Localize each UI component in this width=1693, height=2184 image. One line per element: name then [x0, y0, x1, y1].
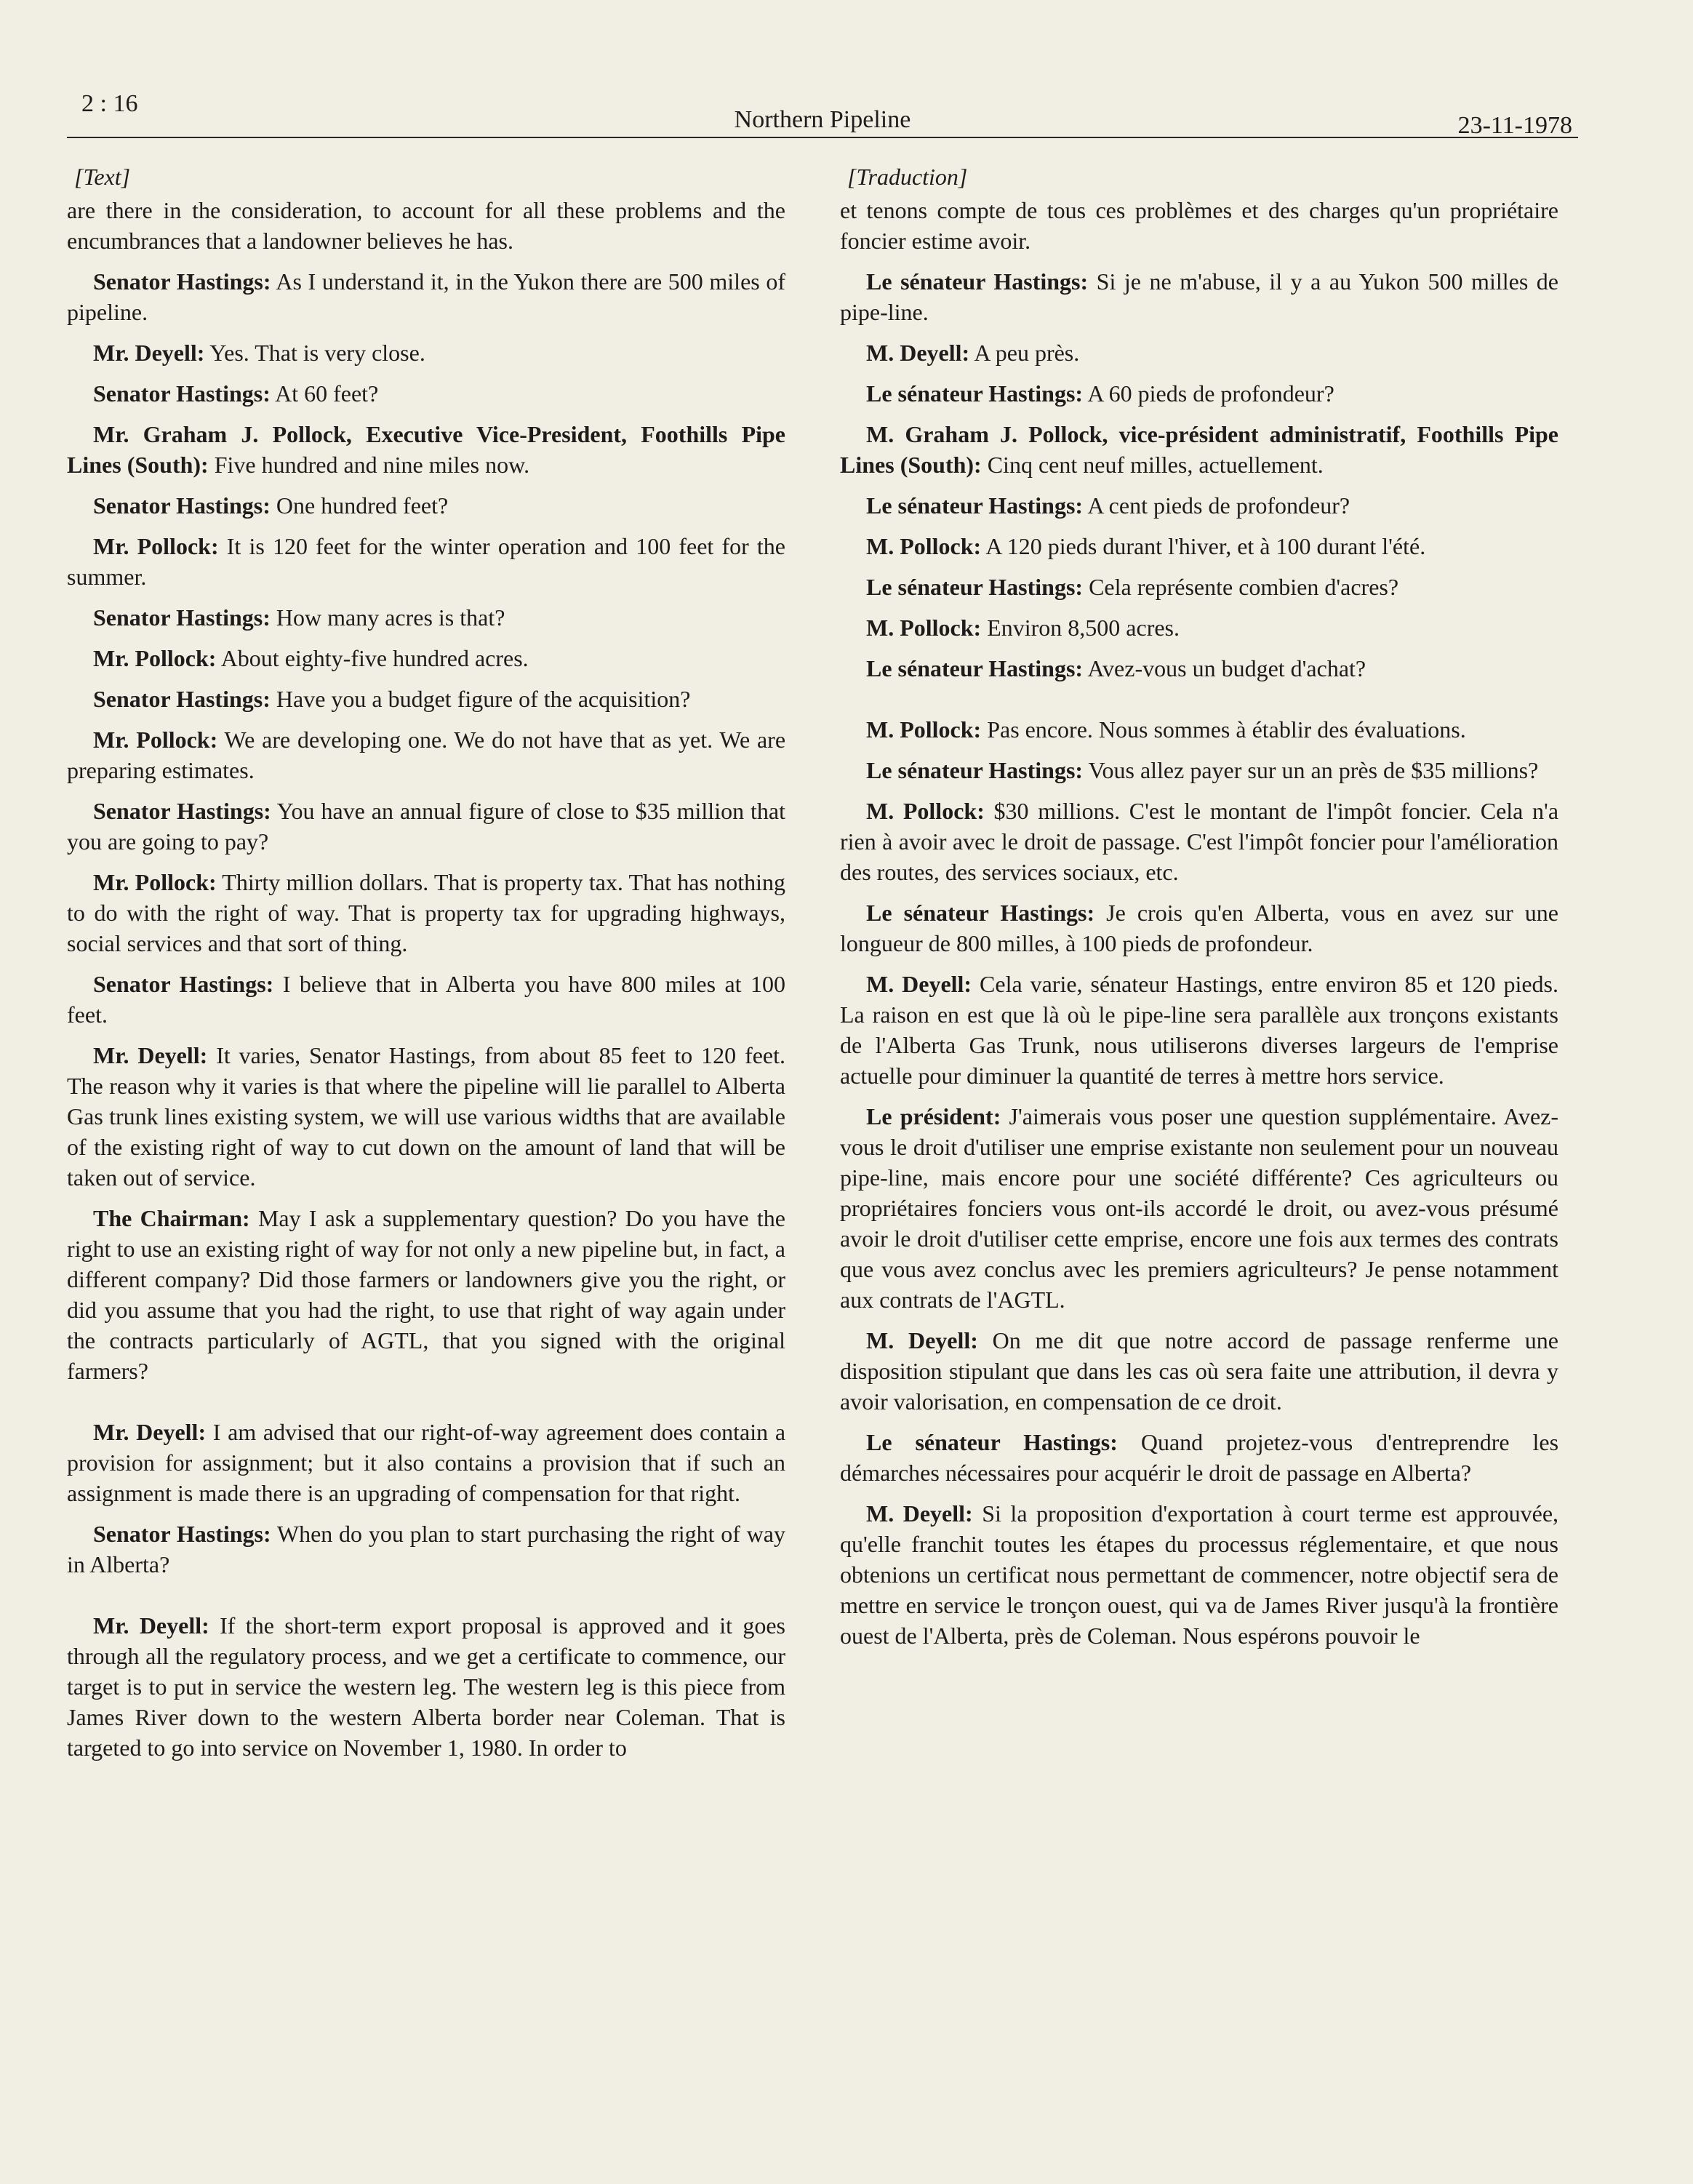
- transcript-paragraph: [67, 643, 785, 673]
- speech-text: Five hundred and nine miles now.: [214, 452, 530, 478]
- transcript-paragraph: [840, 337, 1558, 368]
- transcript-paragraph: [67, 195, 785, 256]
- speech-text: We are developing one. We do not have that as yet. We are preparing estimates.: [67, 727, 786, 783]
- speech-text: About eighty-five hundred acres.: [220, 645, 529, 671]
- transcript-paragraph: [840, 1427, 1558, 1488]
- speaker-name: Senator Hastings:: [93, 380, 271, 407]
- speaker-name: Le sénateur Hastings:: [866, 492, 1084, 519]
- column-tag: [Traduction]: [847, 164, 968, 190]
- speaker-name: Le sénateur Hastings:: [866, 574, 1084, 600]
- speech-text: If the short-term export proposal is approved and it goes through all the regulatory process, and we get a certificate to commence, our target is to put in service the western leg. The western leg is this piece from James River down to the western Alberta border near Coleman. That is targeted to go into service on November 1, 1980. In order to: [67, 1612, 786, 1761]
- speech-text: I am advised that our right-of-way agreement does contain a provision for assignment; but it also contains a provision that if such an assignment is made there is an upgrading of compensation for that right.: [67, 1419, 786, 1506]
- speaker-name: M. Graham J. Pollock, vice-président administratif, Foothills Pipe Lines (South):: [840, 421, 1558, 478]
- speaker-name: Mr. Deyell:: [93, 1612, 209, 1639]
- speaker-name: Mr. Pollock:: [93, 727, 218, 753]
- speech-text: Si la proposition d'exportation à court terme est approuvée, qu'elle franchit toutes les étapes du processus réglementaire, et que nous obtenions un certificat nous permettant de commencer, notre objectif sera de mettre en service le tronçon ouest, qui va de James River jusqu'à la frontière ouest de l'Alberta, près de Coleman. Nous espérons pouvoir le: [840, 1500, 1559, 1649]
- speaker-name: Senator Hastings:: [93, 1521, 271, 1547]
- transcript-paragraph: [67, 419, 785, 480]
- column-tag: [Text]: [74, 164, 131, 190]
- transcript-paragraph: [67, 684, 785, 714]
- speech-text: Quand projetez-vous d'entreprendre les démarches nécessaires pour acquérir le droit de passage en Alberta?: [840, 1429, 1559, 1486]
- speech-text: Cela varie, sénateur Hastings, entre environ 85 et 120 pieds. La raison en est que là où le pipe-line sera parallèle aux tronçons existants de l'Alberta Gas Trunk, nous utiliserons diverses largeurs de l'emprise actuelle pour diminuer la quantité de terres à mettre hors service.: [840, 971, 1559, 1089]
- transcript-paragraph: [67, 531, 785, 592]
- speech-text: A cent pieds de profondeur?: [1087, 492, 1350, 519]
- speech-text: Have you a budget figure of the acquisition?: [276, 686, 691, 712]
- speech-text: At 60 feet?: [275, 380, 379, 407]
- page-ref: 2 : 16: [81, 90, 138, 117]
- transcript-paragraph: [840, 419, 1558, 480]
- transcript-paragraph: [67, 378, 785, 409]
- speaker-name: M. Pollock:: [866, 615, 982, 641]
- french-paragraphs: [840, 195, 1558, 1651]
- speaker-name: M. Pollock:: [866, 716, 982, 743]
- transcript-paragraph: [840, 195, 1558, 256]
- transcript-paragraph: [840, 378, 1558, 409]
- speech-text: are there in the consideration, to account for all these problems and the encumbrances that a landowner believes he has.: [67, 197, 785, 254]
- speech-text: A 120 pieds durant l'hiver, et à 100 durant l'été.: [985, 533, 1426, 559]
- french-column: [840, 161, 1558, 1661]
- speech-text: Avez-vous un budget d'achat?: [1087, 655, 1366, 681]
- speech-text: Cinq cent neuf milles, actuellement.: [987, 452, 1324, 478]
- speech-text: Cela représente combien d'acres?: [1089, 574, 1399, 600]
- speech-text: As I understand it, in the Yukon there are 500 miles of pipeline.: [67, 268, 785, 325]
- transcript-paragraph: [840, 266, 1558, 327]
- speech-text: Yes. That is very close.: [209, 340, 425, 366]
- speaker-name: Le sénateur Hastings:: [866, 900, 1095, 926]
- english-paragraphs: [67, 195, 785, 1763]
- speaker-name: M. Pollock:: [866, 798, 985, 824]
- speaker-name: Le sénateur Hastings:: [866, 268, 1089, 295]
- speaker-name: Mr. Graham J. Pollock, Executive Vice-President, Foothills Pipe Lines (South):: [67, 421, 785, 478]
- transcript-paragraph: [67, 490, 785, 521]
- speaker-name: M. Deyell:: [866, 971, 972, 997]
- transcript-paragraph: [67, 266, 785, 327]
- speaker-name: Le sénateur Hastings:: [866, 655, 1084, 681]
- speech-text: I believe that in Alberta you have 800 miles at 100 feet.: [67, 971, 786, 1028]
- speaker-name: Mr. Deyell:: [93, 1419, 207, 1445]
- speech-text: When do you plan to start purchasing the right of way in Alberta?: [67, 1521, 786, 1577]
- speaker-name: M. Pollock:: [866, 533, 982, 559]
- speaker-name: Senator Hastings:: [93, 492, 271, 519]
- transcript-paragraph: [67, 1417, 785, 1508]
- transcript-paragraph: [840, 490, 1558, 521]
- speech-text: et tenons compte de tous ces problèmes et des charges qu'un propriétaire foncier estime avoir.: [840, 197, 1558, 254]
- speaker-name: Senator Hastings:: [93, 971, 274, 997]
- speaker-name: Mr. Pollock:: [93, 533, 219, 559]
- transcript-paragraph: [840, 969, 1558, 1091]
- speaker-name: Senator Hastings:: [93, 686, 271, 712]
- transcript-paragraph: [840, 653, 1558, 684]
- transcript-paragraph: [67, 724, 785, 785]
- transcript-paragraph: [840, 714, 1558, 745]
- transcript-paragraph: [67, 337, 785, 368]
- transcript-paragraph: [840, 531, 1558, 561]
- speech-text: $30 millions. C'est le montant de l'impôt foncier. Cela n'a rien à avoir avec le droit de passage. C'est l'impôt foncier pour l'amélioration des routes, des services sociaux, etc.: [840, 798, 1559, 885]
- speech-text: Vous allez payer sur un an près de $35 millions?: [1088, 757, 1539, 783]
- speech-text: You have an annual figure of close to $35 million that you are going to pay?: [67, 798, 786, 855]
- transcript-paragraph: [67, 1610, 785, 1763]
- speaker-name: Le sénateur Hastings:: [866, 757, 1084, 783]
- transcript-paragraph: [67, 1203, 785, 1386]
- speech-text: A peu près.: [974, 340, 1080, 366]
- transcript-paragraph: [840, 1325, 1558, 1417]
- speech-text: J'aimerais vous poser une question supplémentaire. Avez-vous le droit d'utiliser une emprise existante non seulement pour un nouveau pipe-line, mais encore pour une société différente? Ces agriculteurs ou propriétaires fonciers vous ont-ils accordé le droit, ou avez-vous présumé avoir le droit d'utiliser cette emprise, encore une fois aux termes des contrats que vous avez conclus avec les premiers agriculteurs? Je pense notamment aux contrats de l'AGTL.: [840, 1103, 1559, 1313]
- transcript-paragraph: [840, 1498, 1558, 1651]
- speech-text: Je crois qu'en Alberta, vous en avez sur une longueur de 800 milles, à 100 pieds de profondeur.: [840, 900, 1559, 956]
- transcript-paragraph: [840, 612, 1558, 643]
- speech-text: Environ 8,500 acres.: [987, 615, 1180, 641]
- speaker-name: Le sénateur Hastings:: [866, 1429, 1118, 1455]
- speech-text: How many acres is that?: [276, 604, 505, 631]
- transcript-paragraph: [840, 897, 1558, 959]
- english-column: [67, 161, 785, 1773]
- speech-text: Si je ne m'abuse, il y a au Yukon 500 milles de pipe-line.: [840, 268, 1558, 325]
- speech-text: A 60 pieds de profondeur?: [1087, 380, 1334, 407]
- speech-text: It is 120 feet for the winter operation and 100 feet for the summer.: [67, 533, 786, 590]
- speaker-name: M. Deyell:: [866, 1327, 978, 1353]
- speech-text: One hundred feet?: [276, 492, 449, 519]
- transcript-paragraph: [840, 755, 1558, 785]
- transcript-paragraph: [67, 1519, 785, 1580]
- speech-text: Pas encore. Nous sommes à établir des évaluations.: [987, 716, 1466, 743]
- speaker-name: Le président:: [866, 1103, 1001, 1129]
- transcript-paragraph: [67, 796, 785, 857]
- speaker-name: M. Deyell:: [866, 1500, 973, 1527]
- speech-text: On me dit que notre accord de passage renferme une disposition stipulant que dans les cas où sera faite une attribution, il devra y avoir valorisation, en compensation de ce droit.: [840, 1327, 1558, 1415]
- speaker-name: Le sénateur Hastings:: [866, 380, 1084, 407]
- transcript-paragraph: [67, 867, 785, 959]
- transcript-paragraph: [840, 796, 1558, 887]
- header-date: 23-11-1978: [1457, 112, 1572, 139]
- speaker-name: Mr. Deyell:: [93, 340, 205, 366]
- transcript-paragraph: [840, 1101, 1558, 1315]
- speaker-name: M. Deyell:: [866, 340, 970, 366]
- transcript-paragraph: [67, 602, 785, 633]
- speech-text: Thirty million dollars. That is property tax. That has nothing to do with the right of way. That is property tax for upgrading highways, social services and that sort of thing.: [67, 869, 786, 956]
- transcript-paragraph: [67, 969, 785, 1030]
- speaker-name: Senator Hastings:: [93, 798, 271, 824]
- speaker-name: Mr. Deyell:: [93, 1042, 208, 1068]
- speaker-name: Mr. Pollock:: [93, 869, 217, 895]
- transcript-paragraph: [840, 572, 1558, 602]
- speaker-name: Mr. Pollock:: [93, 645, 217, 671]
- page-header: [67, 86, 1578, 138]
- transcript-paragraph: [67, 1040, 785, 1193]
- speaker-name: The Chairman:: [93, 1205, 250, 1231]
- speech-text: May I ask a supplementary question? Do you have the right to use an existing right of way for not only a new pipeline but, in fact, a different company? Did those farmers or landowners give you the right, or did you assume that you had the right, to use that right of way again under the contracts particularly of AGTL, that you signed with the original farmers?: [67, 1205, 786, 1384]
- speaker-name: Senator Hastings:: [93, 604, 271, 631]
- running-title: Northern Pipeline: [734, 106, 911, 133]
- speaker-name: Senator Hastings:: [93, 268, 271, 295]
- speech-text: It varies, Senator Hastings, from about 85 feet to 120 feet. The reason why it varies is that where the pipeline will lie parallel to Alberta Gas trunk lines existing system, we will use various widths that are available of the existing right of way to cut down on the amount of land that will be taken out of service.: [67, 1042, 786, 1191]
